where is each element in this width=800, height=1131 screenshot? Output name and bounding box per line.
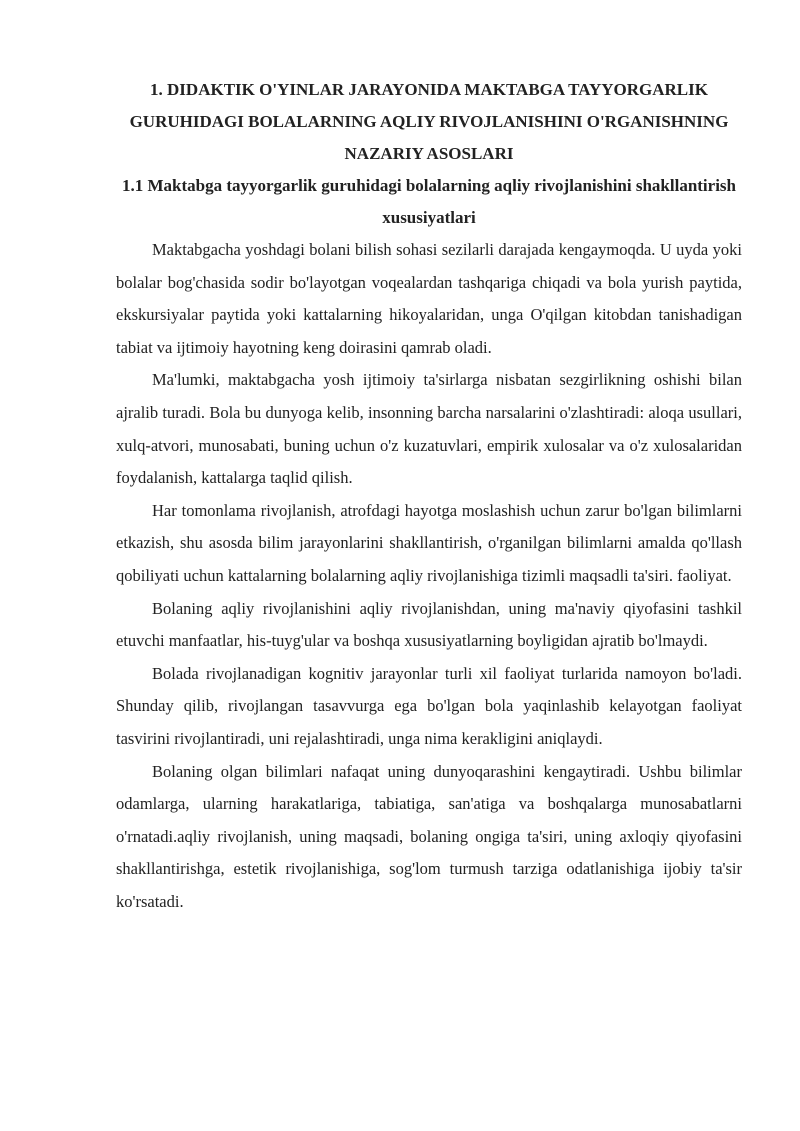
paragraph-3: Har tomonlama rivojlanish, atrofdagi hayotga moslashish uchun zarur bo'lgan bilimlarni etkazish, shu asosda bilim jarayonlarini shakllantirish, o'rganilgan bilimlarni amalda qo'llash qobiliyati uchun kattalarning bolalarning aqliy rivojlanishiga tizimli maqsadli ta'siri. faoliyat. (116, 500, 742, 585)
section-title: 1.1 Maktabga tayyorgarlik guruhidagi bolalarning aqliy rivojlanishini shakllantirish xususiyatlari (121, 176, 736, 227)
paragraph-1: Maktabgacha yoshdagi bolani bilish sohasi sezilarli darajada kengaymoqda. U uyda yoki bolalar bog'chasida sodir bo'layotgan voqealardan tashqariga chiqadi va bola yurish paytida, ekskursiyalar paytida yoki kattalarning hikoyalaridan, unga O'qilgan kitobdan tanishadigan tabiat va ijtimoiy hayotning keng doirasini qamrab oladi. (116, 240, 742, 357)
paragraph-5: Bolada rivojlanadigan kognitiv jarayonlar turli xil faoliyat turlarida namoyon bo'ladi. Shunday qilib, rivojlangan tasavvurga ega bo'lgan bola yaqinlashib kelayotgan faoliyat tasvirini rivojlantiradi, uni rejalashtiradi, unga nima kerakligini aniqlaydi. (116, 663, 742, 748)
document-page (116, 74, 742, 918)
paragraph-6: Bolaning olgan bilimlari nafaqat uning dunyoqarashini kengaytiradi. Ushbu bilimlar odamlarga, ularning harakatlariga, tabiatiga, san'atiga va boshqalarga munosabatlarni o'rnatadi.aqliy rivojlanish, uning maqsadi, bolaning ongiga ta'siri, uning axloqiy qiyofasini shakllantirishga, estetik rivojlanishiga, sog'lom turmush tarziga odatlanishiga ijobiy ta'sir ko'rsatadi. (116, 761, 742, 911)
paragraph-4: Bolaning aqliy rivojlanishini aqliy rivojlanishdan, uning ma'naviy qiyofasini tashkil etuvchi manfaatlar, his-tuyg'ular va boshqa xususiyatlarning boyligidan ajratib bo'lmaydi. (116, 598, 742, 651)
chapter-title: 1. DIDAKTIK O'YINLAR JARAYONIDA MAKTABGA TAYYORGARLIK GURUHIDAGI BOLALARNING AQLIY RIVOJLANISHINI O'RGANISHNING NAZARIY ASOSLARI (129, 80, 729, 163)
paragraph-2: Ma'lumki, maktabgacha yosh ijtimoiy ta'sirlarga nisbatan sezgirlikning oshishi bilan ajralib turadi. Bola bu dunyoga kelib, insonning barcha narsalarini o'zlashtiradi: aloqa usullari, xulq-atvori, munosabati, buning uchun o'z kuzatuvlari, empirik xulosalar va o'z xulosalaridan foydalanish, kattalarga taqlid qilish. (116, 370, 742, 488)
